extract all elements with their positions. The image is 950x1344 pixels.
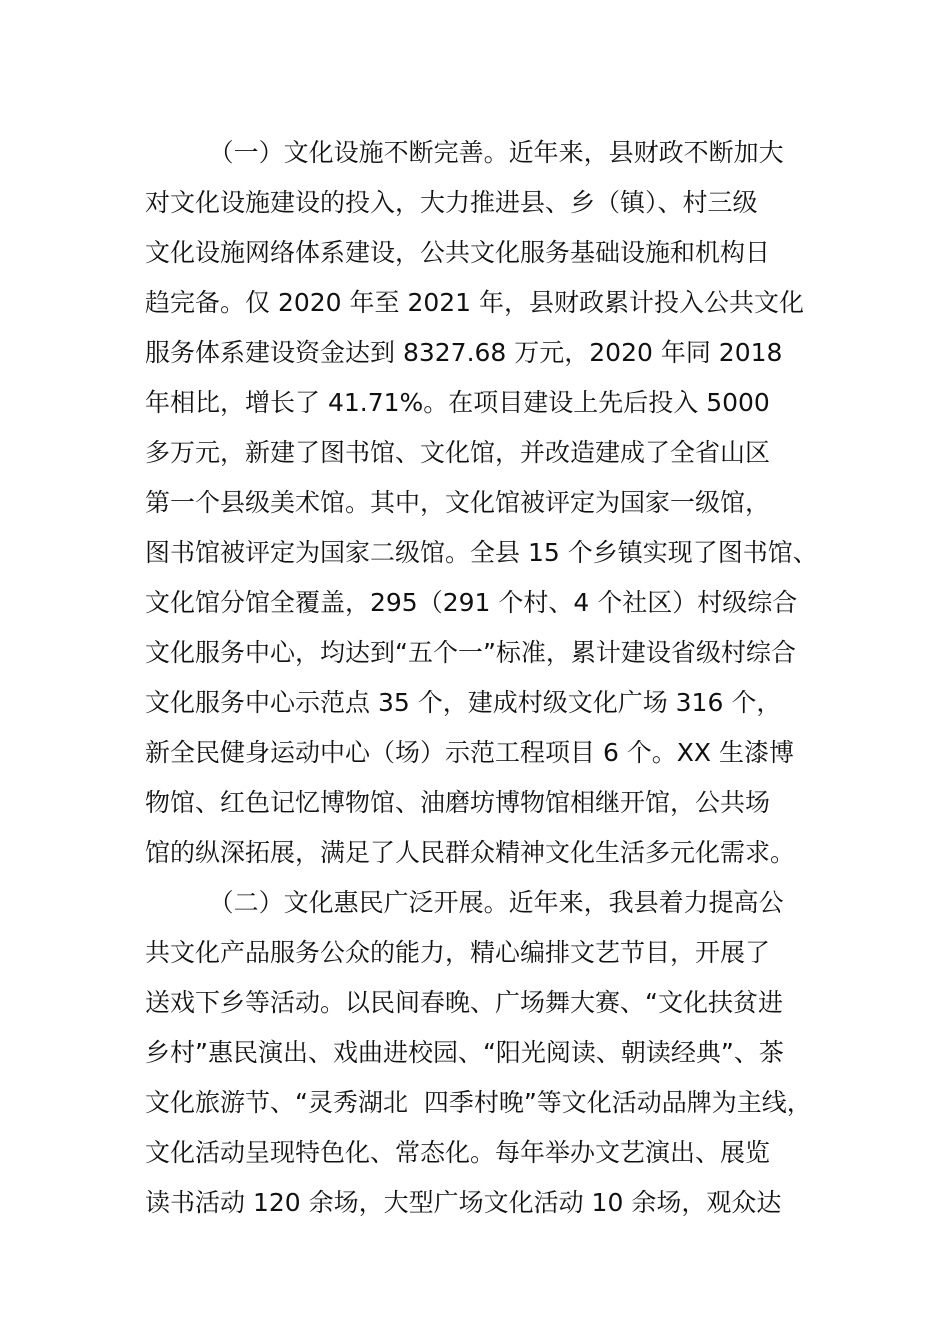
paragraph-line: 乡村”惠民演出、戏曲进校园、“阳光阅读、朝读经典”、茶 [145, 1038, 784, 1067]
paragraph-line: 文化服务中心，均达到“五个一”标准，累计建设省级村综合 [145, 638, 796, 667]
paragraph-line: 文化设施网络体系建设，公共文化服务基础设施和机构日 [145, 238, 771, 267]
paragraph-line: 文化活动呈现特色化、常态化。每年举办文艺演出、展览 [145, 1138, 771, 1167]
paragraph-line: 新全民健身运动中心（场）示范工程项目 6 个。XX 生漆博 [145, 738, 795, 767]
paragraph-line: 文化旅游节、“灵秀湖北 四季村晚”等文化活动品牌为主线， [145, 1088, 812, 1117]
paragraph-line: （一）文化设施不断完善。近年来，县财政不断加大 [145, 138, 784, 167]
paragraph-line: 共文化产品服务公众的能力，精心编排文艺节目，开展了 [145, 938, 771, 967]
paragraph-line: 物馆、红色记忆博物馆、油磨坊博物馆相继开馆，公共场 [145, 788, 771, 817]
paragraph-line: 馆的纵深拓展，满足了人民群众精神文化生活多元化需求。 [145, 838, 796, 867]
paragraph-line: 读书活动 120 余场，大型广场文化活动 10 余场，观众达 [145, 1188, 782, 1217]
paragraph-line: 趋完备。仅 2020 年至 2021 年，县财政累计投入公共文化 [145, 288, 805, 317]
paragraph-line: 对文化设施建设的投入，大力推进县、乡（镇）、村三级 [145, 188, 758, 217]
paragraph-line: 第一个县级美术馆。其中，文化馆被评定为国家一级馆， [145, 488, 771, 517]
paragraph-line: 多万元，新建了图书馆、文化馆，并改造建成了全省山区 [145, 438, 771, 467]
paragraph-line: 文化馆分馆全覆盖，295（291 个村、4 个社区）村级综合 [145, 588, 798, 617]
paragraph-line: 服务体系建设资金达到 8327.68 万元，2020 年同 2018 [145, 338, 783, 367]
paragraph-line: （二）文化惠民广泛开展。近年来，我县着力提高公 [145, 888, 784, 917]
paragraph-line: 文化服务中心示范点 35 个，建成村级文化广场 316 个， [145, 688, 782, 717]
paragraph-line: 年相比，增长了 41.71%。在项目建设上先后投入 5000 [145, 388, 770, 417]
paragraph-line: 送戏下乡等活动。以民间春晚、广场舞大赛、“文化扶贫进 [145, 988, 783, 1017]
paragraph-line: 图书馆被评定为国家二级馆。全县 15 个乡镇实现了图书馆、 [145, 538, 818, 567]
